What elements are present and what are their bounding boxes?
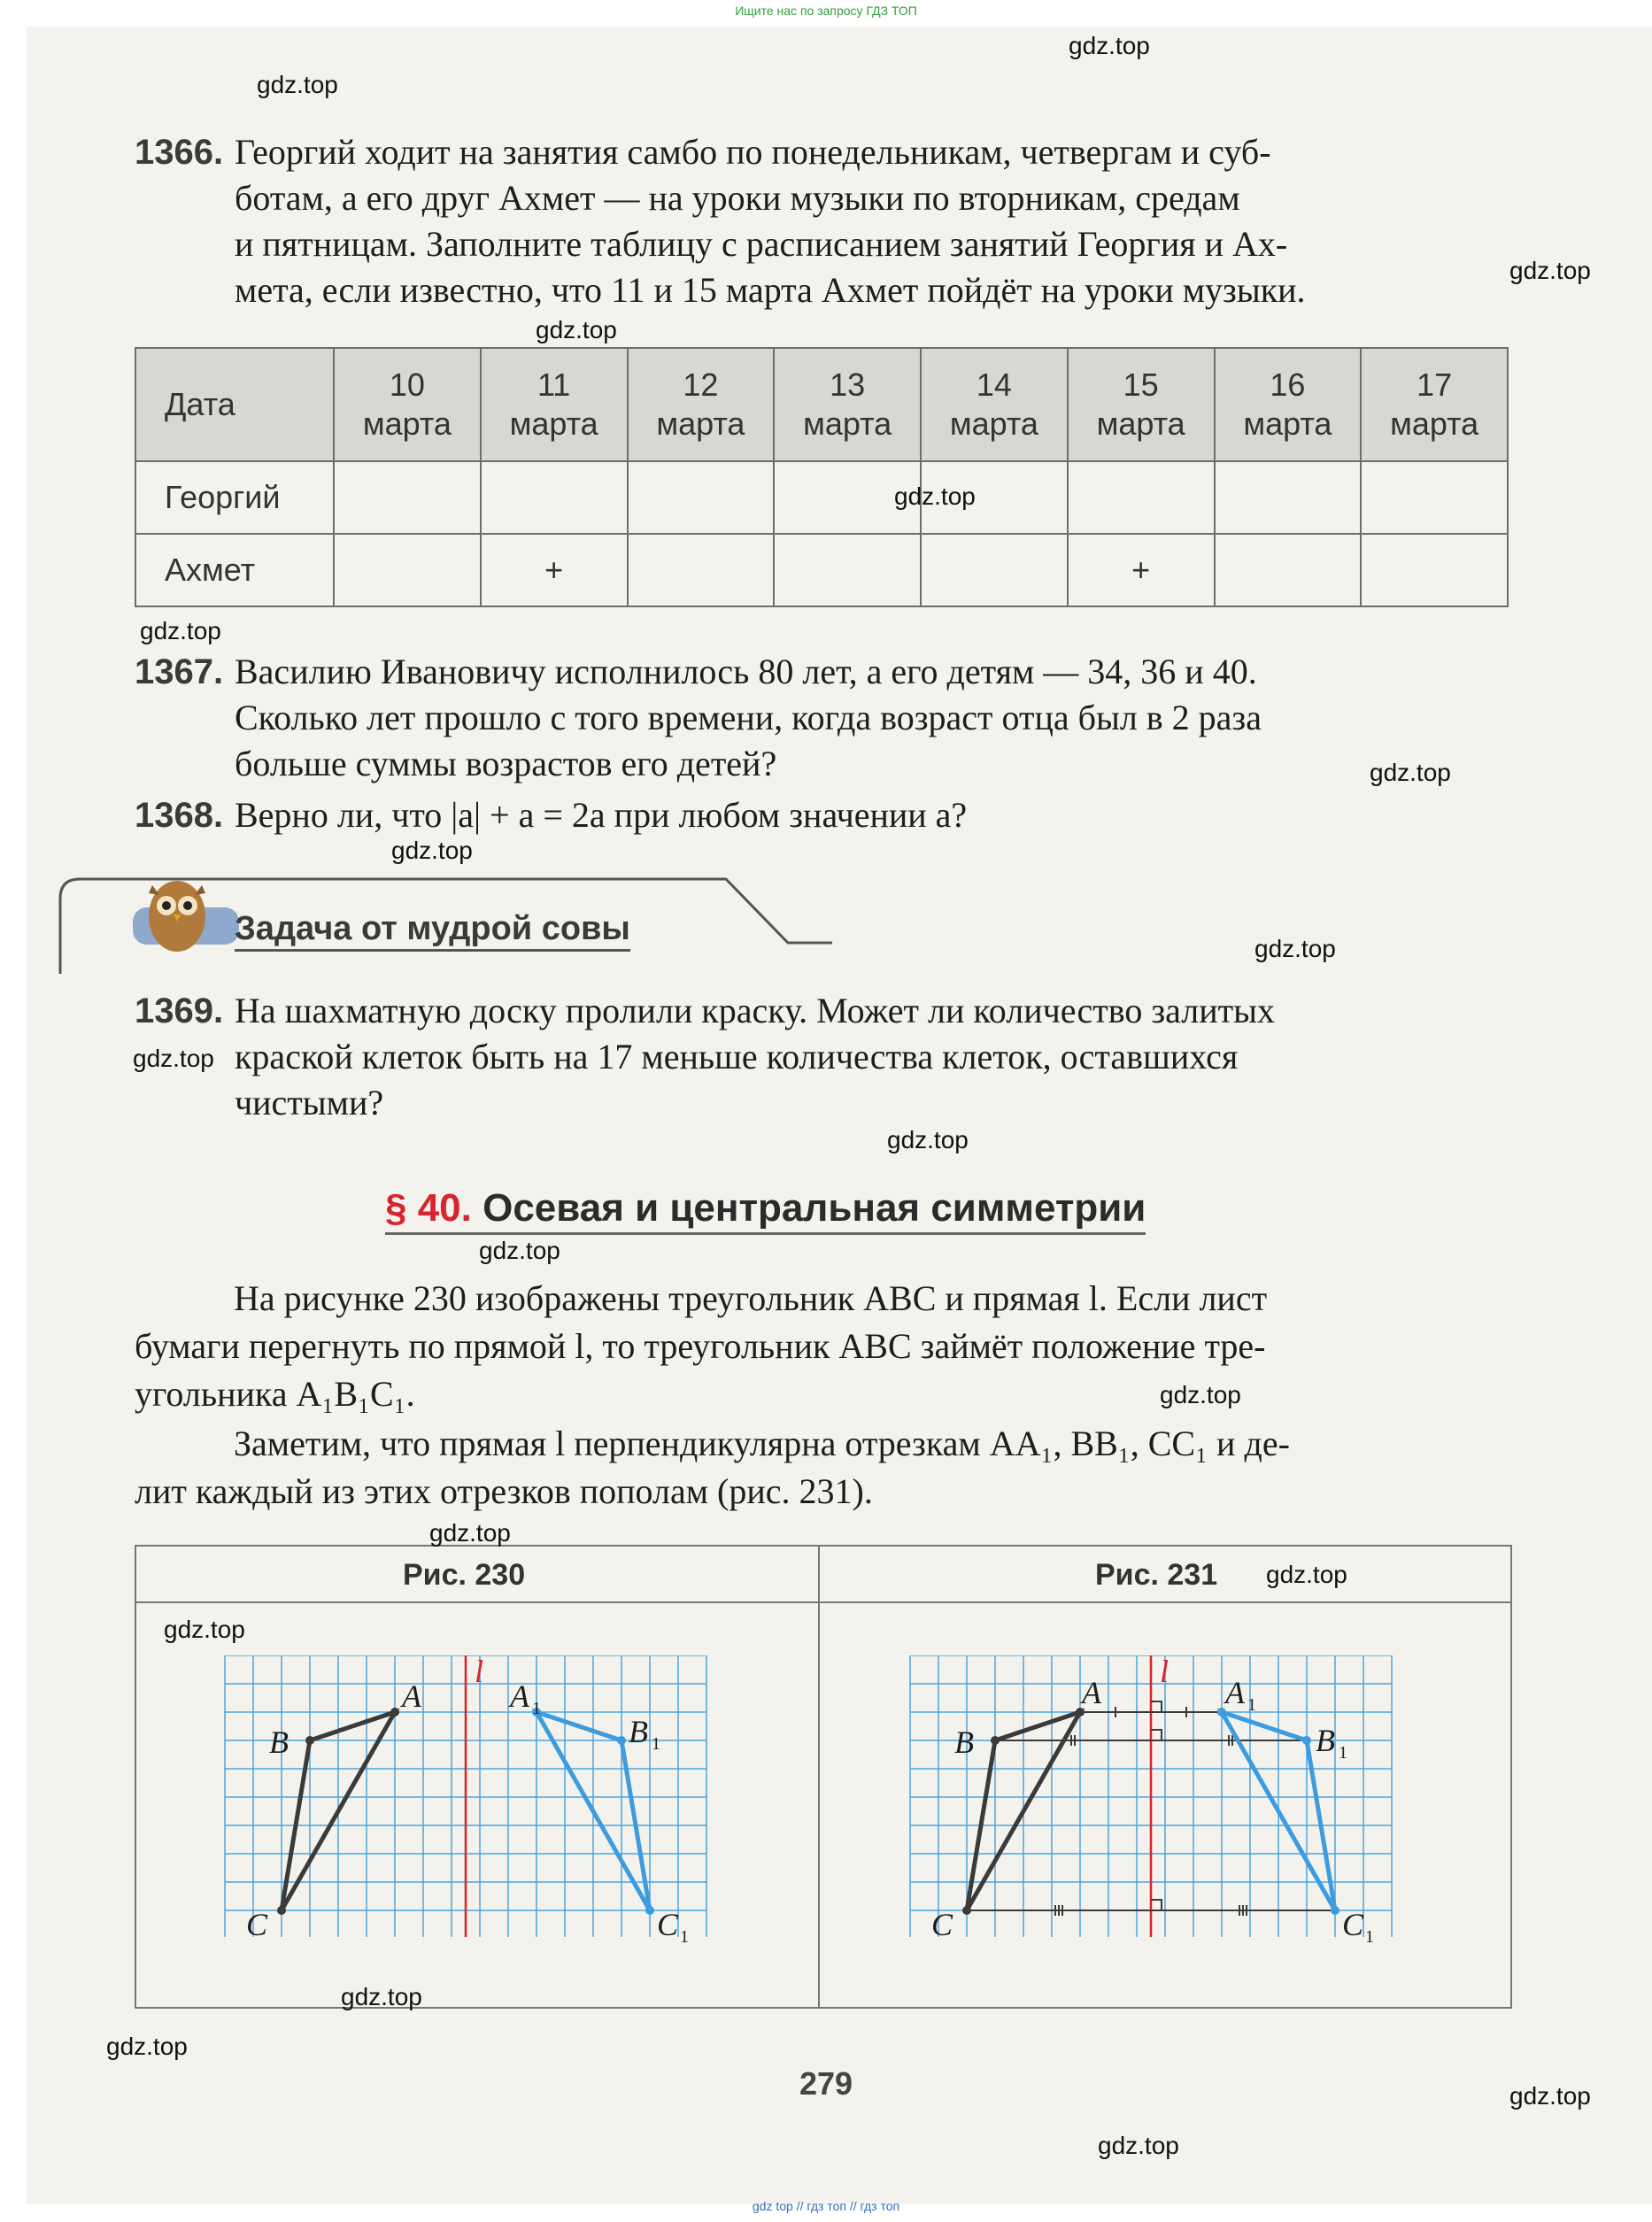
table-date-cell xyxy=(774,348,921,461)
watermark: gdz.top xyxy=(429,1519,511,1547)
label-a: A xyxy=(402,1678,421,1714)
watermark: gdz.top xyxy=(1266,1561,1347,1588)
top-banner: Ищите нас по запросу ГДЗ ТОП xyxy=(735,4,917,18)
paragraph-1 xyxy=(135,1275,1509,1418)
date-day: 14 xyxy=(976,366,1012,403)
text-line: бумаги перегнуть по прямой l, то треугольник ABC займёт положение тре- xyxy=(135,1326,1266,1366)
label-b1: B xyxy=(629,1714,648,1749)
table-header-row xyxy=(135,348,1508,461)
date-day: 10 xyxy=(389,366,425,403)
text-line: больше суммы возрастов его детей? xyxy=(235,744,777,783)
table-cell xyxy=(628,534,775,606)
watermark: gdz.top xyxy=(164,1616,245,1643)
table-cell xyxy=(774,534,921,606)
table-date-cell xyxy=(334,348,481,461)
table-cell xyxy=(481,461,628,534)
subscript-c1: 1 xyxy=(1365,1927,1374,1947)
watermark: gdz.top xyxy=(1098,2132,1179,2159)
point-b1 xyxy=(1302,1736,1311,1745)
date-day: 17 xyxy=(1417,366,1453,403)
table-cell xyxy=(1215,461,1362,534)
text-line: чистыми? xyxy=(235,1083,384,1123)
table-row xyxy=(135,461,1508,534)
watermark: gdz.top xyxy=(133,1045,214,1072)
point-c xyxy=(962,1906,971,1915)
table-date-cell xyxy=(1068,348,1215,461)
table-cell xyxy=(921,534,1068,606)
text-line: На рисунке 230 изображены треугольник ABC и прямая l. Если лист xyxy=(234,1278,1268,1318)
table-cell xyxy=(334,534,481,606)
watermark: gdz.top xyxy=(887,1126,969,1153)
date-day: 15 xyxy=(1123,366,1159,403)
watermark: gdz.top xyxy=(140,617,221,644)
point-b1 xyxy=(617,1736,626,1745)
label-b1: B xyxy=(1316,1723,1335,1758)
label-a: A xyxy=(1082,1675,1101,1710)
date-day: 12 xyxy=(683,366,719,403)
row-name: Ахмет xyxy=(135,534,334,606)
problem-number-1367: 1367. xyxy=(135,652,224,691)
schedule-table xyxy=(135,347,1509,607)
date-month: марта xyxy=(1096,405,1185,442)
subscript-b1: 1 xyxy=(652,1734,660,1754)
point-b xyxy=(305,1736,314,1745)
date-month: марта xyxy=(509,405,598,442)
subscript-a1: 1 xyxy=(1247,1695,1256,1715)
figure-230 xyxy=(220,1655,733,1948)
text-line: угольника A₁B₁C₁. xyxy=(135,1374,415,1414)
problem-number-1368: 1368. xyxy=(135,796,224,835)
section-title: Осевая и центральная симметрии xyxy=(482,1186,1146,1230)
table-date-cell xyxy=(921,348,1068,461)
label-c1: C xyxy=(657,1907,679,1942)
problem-1368-text: Верно ли, что |a| + a = 2a при любом значении a? xyxy=(235,795,968,835)
label-c1: C xyxy=(1342,1907,1364,1942)
table-cell xyxy=(628,461,775,534)
date-day: 13 xyxy=(830,366,866,403)
point-c xyxy=(277,1906,286,1915)
problem-number-1369: 1369. xyxy=(135,991,224,1030)
point-c1 xyxy=(645,1906,654,1915)
date-month: марта xyxy=(949,405,1038,442)
watermark: gdz.top xyxy=(391,837,473,864)
table-cell xyxy=(1215,534,1362,606)
problem-1366-text xyxy=(235,129,1509,313)
text-line: Василию Ивановичу исполнилось 80 лет, а его детям — 34, 36 и 40. xyxy=(235,652,1257,691)
subscript-c1: 1 xyxy=(680,1927,689,1947)
text-line: мета, если известно, что 11 и 15 марта Ахмет пойдёт на уроки музыки. xyxy=(235,270,1306,310)
watermark: gdz.top xyxy=(1254,935,1336,962)
point-b xyxy=(991,1736,1000,1745)
subscript-b1: 1 xyxy=(1339,1743,1347,1763)
watermark: gdz.top xyxy=(536,316,617,343)
label-b: B xyxy=(269,1724,289,1760)
row-name: Георгий xyxy=(135,461,334,534)
table-header-date: Дата xyxy=(135,348,334,461)
subscript-a1: 1 xyxy=(532,1699,541,1718)
table-date-cell xyxy=(1215,348,1362,461)
watermark: gdz.top xyxy=(1509,2082,1591,2110)
table-cell xyxy=(334,461,481,534)
table-cell xyxy=(1068,461,1215,534)
text-line: Сколько лет прошло с того времени, когда возраст отца был в 2 раза xyxy=(235,698,1262,737)
label-l: l xyxy=(1160,1655,1170,1689)
table-date-cell xyxy=(481,348,628,461)
text-line: Заметим, что прямая l перпендикулярна отрезкам AA₁, BB₁, CC₁ и де- xyxy=(234,1423,1290,1463)
label-c: C xyxy=(931,1907,953,1942)
figure-caption-230: Рис. 230 xyxy=(403,1558,526,1592)
table-cell: + xyxy=(1068,534,1215,606)
date-month: марта xyxy=(362,405,452,442)
table-date-cell xyxy=(1361,348,1508,461)
watermark: gdz.top xyxy=(341,1983,422,2010)
page-number: 279 xyxy=(799,2065,853,2102)
owl-icon xyxy=(149,881,205,952)
point-c1 xyxy=(1331,1906,1339,1915)
section-heading xyxy=(385,1184,1146,1235)
table-date-cell xyxy=(628,348,775,461)
point-a xyxy=(390,1708,399,1717)
label-b: B xyxy=(954,1724,974,1760)
text-line: и пятницам. Заполните таблицу с расписанием занятий Георгия и Ах- xyxy=(235,224,1288,264)
watermark: gdz.top xyxy=(894,482,976,510)
bottom-banner: gdz top // гдз топ // гдз топ xyxy=(752,2199,900,2213)
problem-1369-text xyxy=(235,988,1509,1126)
watermark: gdz.top xyxy=(1509,257,1591,284)
date-day: 11 xyxy=(537,366,571,403)
label-a1: A xyxy=(1225,1675,1245,1710)
problem-1367-text xyxy=(235,649,1509,787)
label-c: C xyxy=(246,1907,268,1942)
date-day: 16 xyxy=(1270,366,1306,403)
table-row xyxy=(135,534,1508,606)
date-month: марта xyxy=(803,405,892,442)
owl-task-heading: Задача от мудрой совы xyxy=(235,908,630,952)
date-month: марта xyxy=(1390,405,1479,442)
watermark: gdz.top xyxy=(106,2033,188,2060)
watermark: gdz.top xyxy=(1160,1381,1241,1408)
watermark: gdz.top xyxy=(479,1237,560,1264)
date-month: марта xyxy=(656,405,745,442)
table-cell xyxy=(1361,461,1508,534)
text-line: На шахматную доску пролили краску. Может ли количество залитых xyxy=(235,991,1275,1030)
problem-number-1366: 1366. xyxy=(135,133,224,172)
watermark: gdz.top xyxy=(1370,759,1451,786)
paragraph-2 xyxy=(135,1420,1509,1516)
date-month: марта xyxy=(1243,405,1332,442)
section-number: § 40. xyxy=(385,1186,472,1230)
watermark: gdz.top xyxy=(1069,32,1150,59)
figure-231 xyxy=(905,1655,1418,1948)
label-l: l xyxy=(475,1655,484,1689)
watermark: gdz.top xyxy=(257,71,338,98)
text-line: Георгий ходит на занятия самбо по понедельникам, четвергам и суб- xyxy=(235,132,1271,172)
figure-caption-231: Рис. 231 xyxy=(1095,1558,1218,1592)
table-cell: + xyxy=(481,534,628,606)
label-a1: A xyxy=(510,1678,529,1714)
table-cell xyxy=(1361,534,1508,606)
text-line: краской клеток быть на 17 меньше количества клеток, оставшихся xyxy=(235,1037,1239,1076)
text-line: ботам, а его друг Ахмет — на уроки музыки по вторникам, средам xyxy=(235,178,1240,218)
text-line: лит каждый из этих отрезков пополам (рис. 231). xyxy=(135,1471,873,1511)
